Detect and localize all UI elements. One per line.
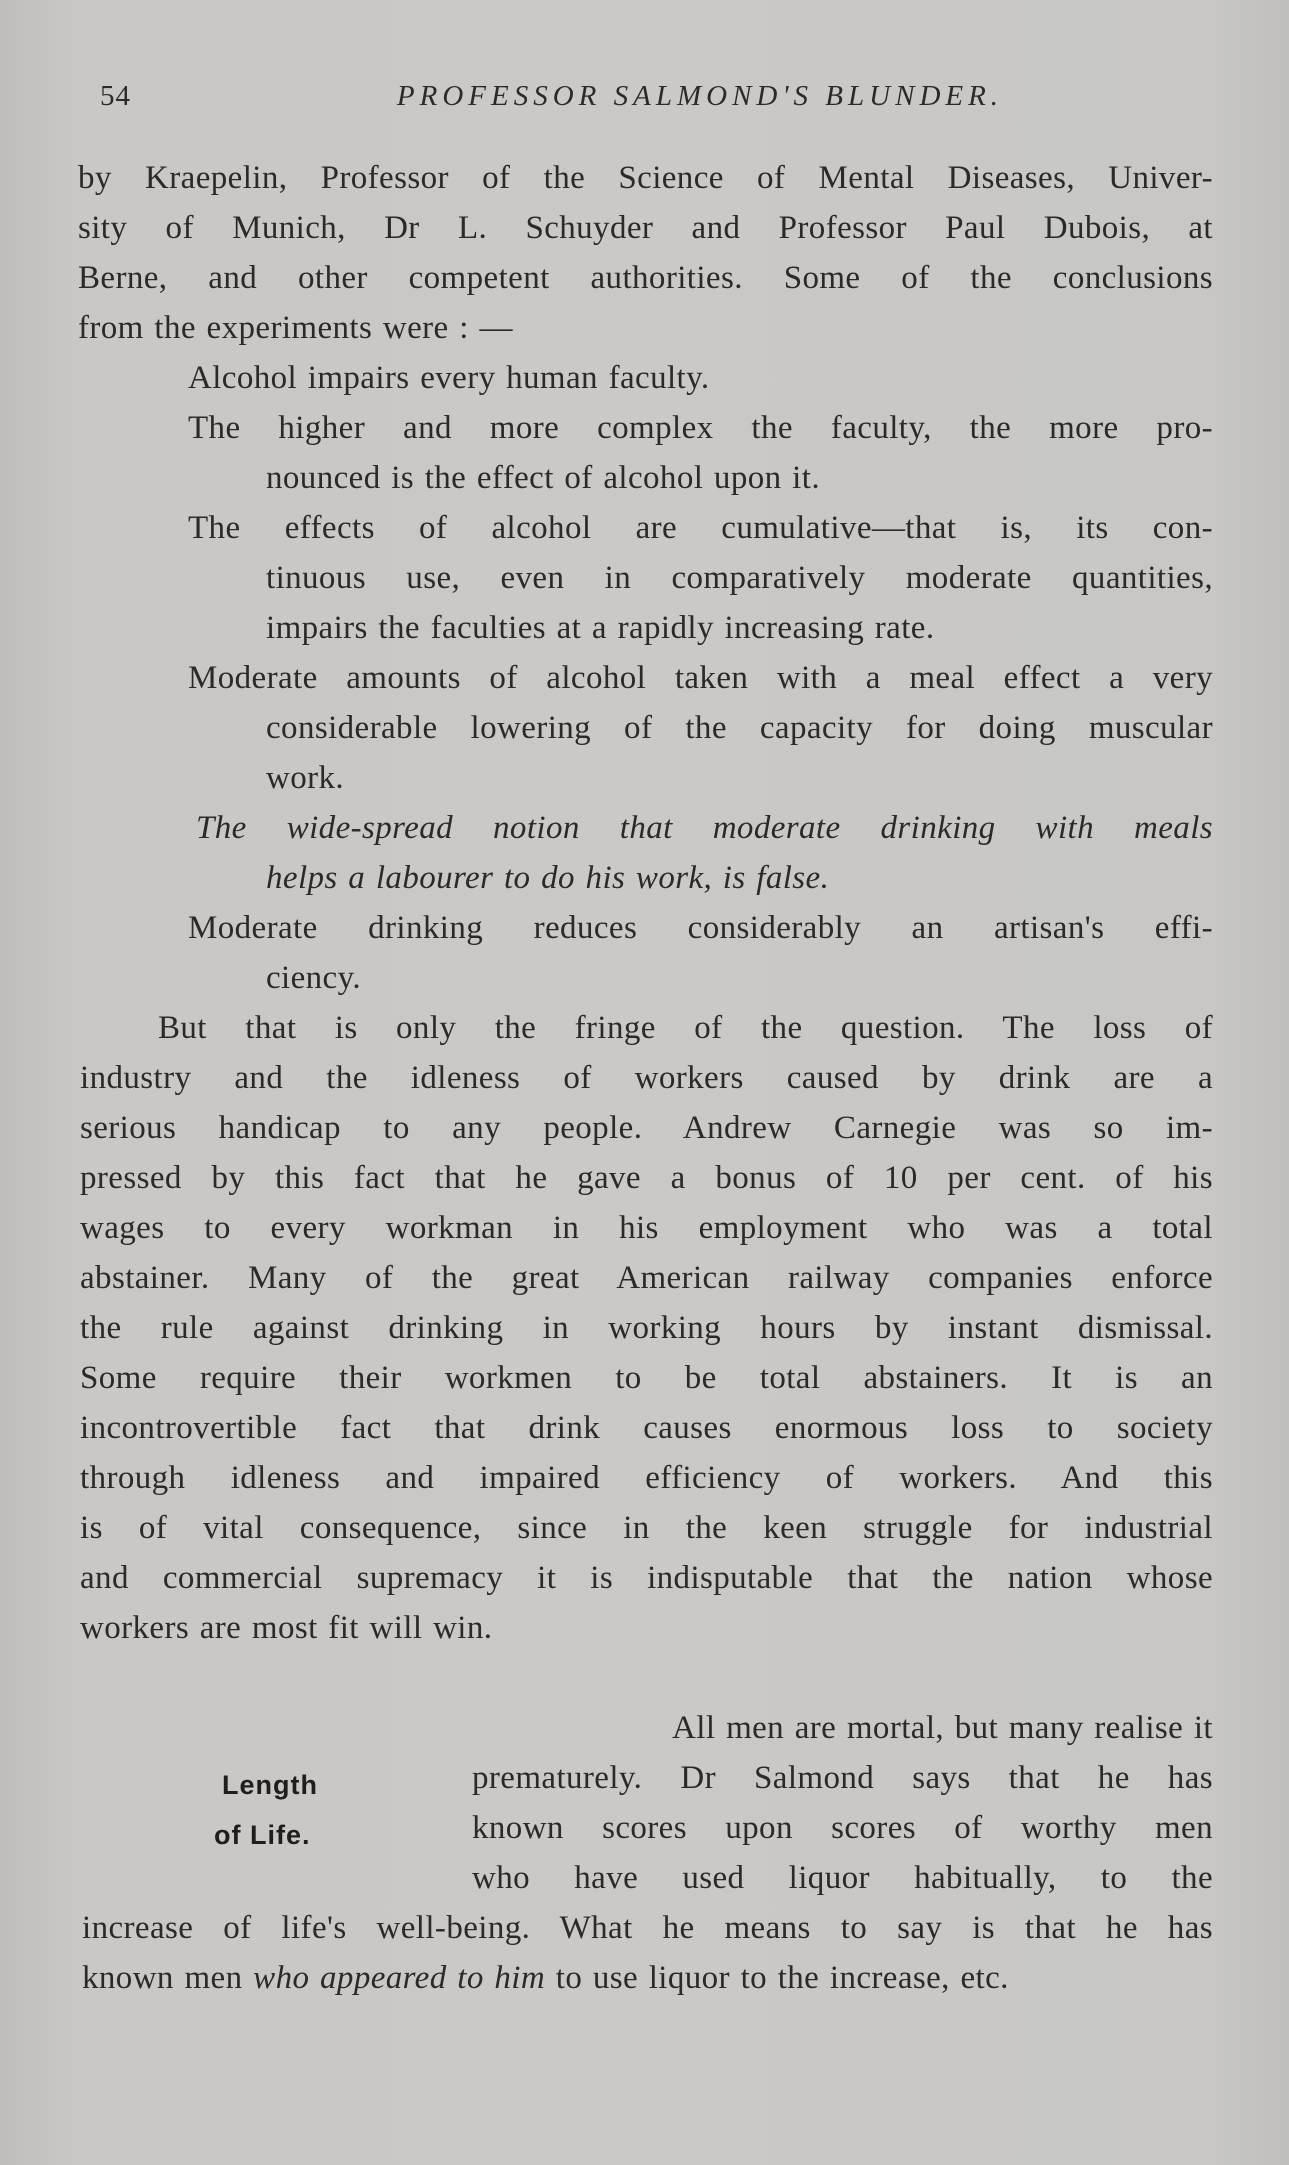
text-line: But that is only the fringe of the question. The loss of [158,1010,1213,1046]
text-line: serious handicap to any people. Andrew Carnegie was so im- [80,1110,1213,1146]
italic-span: who appeared to him [253,1960,546,1996]
text-line: who have used liquor habitually, to the [472,1860,1213,1896]
conclusion-line: tinuous use, even in comparatively moderate quantities, [266,560,1213,596]
text-line: is of vital consequence, since in the keen struggle for industrial [80,1510,1213,1546]
conclusion-line: Moderate drinking reduces considerably an artisan's effi- [188,910,1213,946]
text-line: known scores upon scores of worthy men [472,1810,1213,1846]
text-span: to use liquor to the increase, etc. [555,1960,1009,1996]
running-title: PROFESSOR SALMOND'S BLUNDER. [396,80,1004,112]
side-heading-line: of Life. [214,1820,311,1850]
conclusion-line: nounced is the effect of alcohol upon it. [266,460,820,496]
conclusion-line: considerable lowering of the capacity for doing muscular [266,710,1213,746]
side-heading-line: Length [222,1770,318,1800]
text-line: wages to every workman in his employment who was a total [80,1210,1213,1246]
conclusion-line-italic: helps a labourer to do his work, is false. [266,860,830,896]
text-span: known men [82,1960,243,1996]
conclusion-line: impairs the faculties at a rapidly increasing rate. [266,610,935,646]
text-line: and commercial supremacy it is indisputable that the nation whose [80,1560,1213,1596]
conclusion-line: Moderate amounts of alcohol taken with a meal effect a very [188,660,1213,696]
text-line: through idleness and impaired efficiency of workers. And this [80,1460,1213,1496]
text-line: prematurely. Dr Salmond says that he has [472,1760,1213,1796]
text-line: the rule against drinking in working hours by instant dismissal. [80,1310,1213,1346]
conclusion-line: work. [266,760,345,796]
text-line: industry and the idleness of workers caused by drink are a [80,1060,1213,1096]
text-line: incontrovertible fact that drink causes enormous loss to society [80,1410,1213,1446]
page-header [100,80,1210,130]
text-line: Some require their workmen to be total abstainers. It is an [80,1360,1213,1396]
text-line: Berne, and other competent authorities. Some of the conclusions [78,260,1213,296]
page-number: 54 [100,80,131,112]
text-line: pressed by this fact that he gave a bonus of 10 per cent. of his [80,1160,1213,1196]
conclusion-line: The effects of alcohol are cumulative—that is, its con- [188,510,1213,546]
text-line: workers are most fit will win. [80,1610,493,1646]
conclusion-line: ciency. [266,960,362,996]
conclusion-line-italic: The wide-spread notion that moderate drinking with meals [196,810,1213,846]
text-line: All men are mortal, but many realise it [672,1710,1213,1746]
text-line: increase of life's well-being. What he means to say is that he has [82,1910,1213,1946]
conclusion-line: Alcohol impairs every human faculty. [188,360,710,396]
conclusion-line: The higher and more complex the faculty, the more pro- [188,410,1213,446]
text-line-mixed [82,1958,1009,1998]
text-line: by Kraepelin, Professor of the Science of Mental Diseases, Univer- [78,160,1213,196]
text-line: abstainer. Many of the great American railway companies enforce [80,1260,1213,1296]
text-line: from the experiments were : — [78,310,513,346]
text-line: sity of Munich, Dr L. Schuyder and Professor Paul Dubois, at [78,210,1213,246]
